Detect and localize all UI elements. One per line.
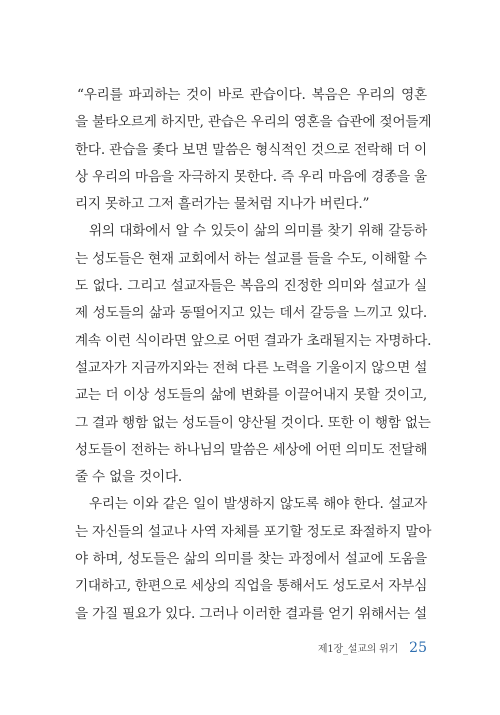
text-line: 한다. 관습을 좇다 보면 말씀은 형식적인 것으로 전락해 더 이: [75, 141, 427, 158]
text-line: 제 성도들의 삶과 동떨어지고 있는 데서 갈등을 느끼고 있다.: [75, 305, 427, 322]
text-line: “우리를 파괴하는 것이 바로 관습이다. 복음은 우리의 영혼: [77, 87, 427, 103]
text-line: 도 없다. 그리고 설교자들은 복음의 진정한 의미와 설교가 실: [75, 278, 427, 295]
page-footer: [318, 637, 427, 657]
paragraph-dialogue-analysis: [75, 218, 432, 491]
text-line: 교는 더 이상 성도들의 삶에 변화를 이끌어내지 못할 것이고,: [75, 387, 427, 404]
text-line: 는 자신들의 설교나 사역 자체를 포기할 정도로 좌절하지 말아: [75, 523, 432, 540]
text-line: 줄 수 없을 것이다.: [75, 469, 183, 486]
text-line: 우리는 이와 같은 일이 발생하지 않도록 해야 한다. 설교자: [89, 496, 427, 513]
text-line: 을 불타오르게 하지만, 관습은 우리의 영혼을 습관에 젖어들게: [75, 114, 432, 131]
page-number: 25: [409, 640, 427, 656]
text-line: 위의 대화에서 알 수 있듯이 삶의 의미를 찾기 위해 갈등하: [89, 223, 427, 240]
text-line: 성도들이 전하는 하나님의 말씀은 세상에 어떤 의미도 전달해: [75, 441, 428, 458]
text-line: 을 가질 필요가 있다. 그러나 이러한 결과를 얻기 위해서는 설: [75, 605, 427, 622]
paragraph-quote: [75, 82, 432, 218]
text-line: 리지 못하고 그저 흘러가는 물처럼 지나가 버린다.”: [75, 196, 370, 213]
text-line: 야 하며, 성도들은 삶의 의미를 찾는 과정에서 설교에 도움을: [75, 551, 427, 568]
chapter-label: 제1장_설교의 위기: [317, 644, 399, 655]
paragraph-prevention: [75, 491, 432, 627]
text-line: 는 성도들은 현재 교회에서 하는 설교를 들을 수도, 이해할 수: [75, 250, 427, 267]
body-text: [75, 82, 432, 628]
text-line: 그 결과 행함 없는 성도들이 양산될 것이다. 또한 이 행함 없는: [75, 414, 431, 431]
text-line: 계속 이런 식이라면 앞으로 어떤 결과가 초래될지는 자명하다.: [75, 332, 432, 349]
text-line: 기대하고, 한편으로 세상의 직업을 통해서도 성도로서 자부심: [75, 578, 428, 595]
text-line: 설교자가 지금까지와는 전혀 다른 노력을 기울이지 않으면 설: [75, 359, 428, 376]
text-line: 상 우리의 마음을 자극하지 못한다. 즉 우리 마음에 경종을 울: [75, 168, 427, 185]
